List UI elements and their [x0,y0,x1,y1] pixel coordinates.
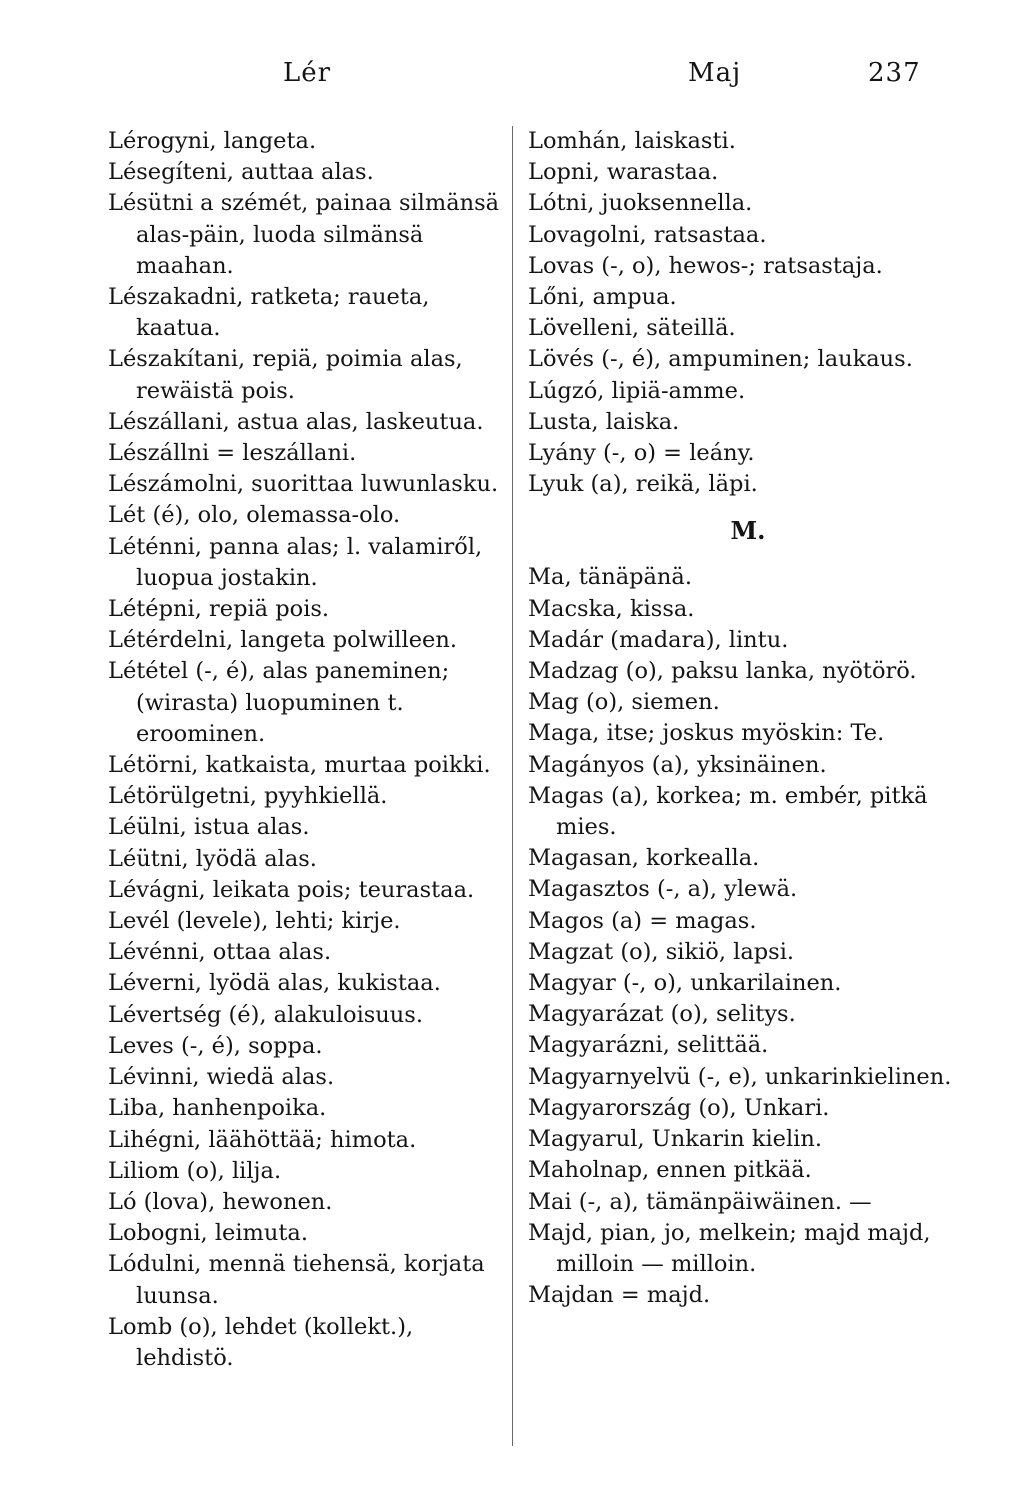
dictionary-entry: Lovas (-, o), hewos-; ratsastaja. [528,252,883,279]
dictionary-entry: Magyar (-, o), unkarilainen. [528,970,842,997]
dictionary-entry: Lészámolni, suorittaa luwunlasku. [108,471,499,498]
dictionary-entry: Levél (levele), lehti; kirje. [108,908,401,935]
dictionary-entry: Lomb (o), lehdet (kollekt.), lehdistö. [108,1313,414,1371]
dictionary-entry: Magasztos (-, a), ylewä. [528,876,798,903]
dictionary-entry: Lomhán, laiskasti. [528,128,736,154]
dictionary-entry: Lérogyni, langeta. [108,128,317,154]
dictionary-entry: Lőni, ampua. [528,284,677,311]
dictionary-entry: Léütni, lyödä alas. [108,845,317,872]
dictionary-entry: Maholnap, ennen pitkää. [528,1157,812,1184]
dictionary-entry: Lévinni, wiedä alas. [108,1064,335,1091]
dictionary-entry: Lopni, warastaa. [528,159,719,186]
dictionary-entry: Lévénni, ottaa alas. [108,939,332,966]
dictionary-entry: Lihégni, läähöttää; himota. [108,1126,417,1153]
dictionary-entry: Maga, itse; joskus myöskin: Te. [528,720,885,747]
dictionary-entry: Magyarnyelvü (-, e), unkarinkielinen. [528,1063,952,1090]
dictionary-entry: Majdan = majd. [528,1282,711,1309]
dictionary-entry: Lusta, laiska. [528,408,680,435]
dictionary-entry: Lét (é), olo, olemassa-olo. [108,502,401,529]
dictionary-entry: Lészállani, astua alas, laskeutua. [108,408,484,435]
dictionary-entry: Mag (o), siemen. [528,689,720,716]
running-head-first-word: Lér [283,58,332,88]
dictionary-entry: Magzat (o), sikiö, lapsi. [528,938,795,965]
dictionary-entry: Macska, kissa. [528,595,695,622]
dictionary-entry: Magyarázat (o), selitys. [528,1001,796,1028]
dictionary-entry: Lészakadni, ratketa; raueta, kaatua. [108,284,430,342]
dictionary-entry: Lészállni = leszállani. [108,440,357,467]
dictionary-entry: Lésütni a szémét, painaa silmänsä alas-päin, luoda silmänsä maahan. [108,190,500,279]
dictionary-entry: Lövés (-, é), ampuminen; laukaus. [528,346,913,373]
section-letter-heading: M. [730,516,766,546]
dictionary-entry: Liliom (o), lilja. [108,1157,282,1184]
dictionary-entry: Lévágni, leikata pois; teurastaa. [108,876,475,903]
dictionary-entry: Madár (madara), lintu. [528,626,789,653]
dictionary-entry: Magyarország (o), Unkari. [528,1094,830,1121]
dictionary-entry: Léténni, panna alas; l. valamiről, luopua jostakin. [108,533,483,591]
dictionary-entry: Ma, tänäpänä. [528,564,692,591]
dictionary-entry: Magos (a) = magas. [528,907,757,934]
dictionary-entry: Lésegíteni, auttaa alas. [108,159,374,186]
dictionary-entry: Létérdelni, langeta polwilleen. [108,627,457,654]
right-column [528,126,968,1311]
column-divider [512,126,513,1446]
dictionary-entry: Magasan, korkealla. [528,845,760,872]
dictionary-entry: Lótni, juoksennella. [528,190,753,217]
dictionary-entry: Magyarul, Unkarin kielin. [528,1126,823,1153]
dictionary-entry: Lyány (-, o) = leány. [528,440,755,467]
running-head-last-word: Maj [688,58,742,88]
right-entries-m [528,562,968,1311]
dictionary-entry: Lévertség (é), alakuloisuus. [108,1001,423,1028]
dictionary-entry: Lúgzó, lipiä-amme. [528,377,746,404]
dictionary-entry: Mai (-, a), tämänpäiwäinen. — [528,1188,872,1215]
dictionary-entry: Lyuk (a), reikä, läpi. [528,471,758,498]
dictionary-entry: Liba, hanhenpoika. [108,1095,327,1122]
dictionary-entry: Lovagolni, ratsastaa. [528,221,767,248]
dictionary-entry: Magyarázni, selittää. [528,1032,769,1059]
dictionary-entry: Magas (a), korkea; m. embér, pitkä mies. [528,782,928,841]
dictionary-entry: Létépni, repiä pois. [108,596,330,623]
dictionary-entry: Majd, pian, jo, melkein; majd majd, milloin — milloin. [528,1219,931,1277]
page-number: 237 [868,58,921,88]
dictionary-entry: Léverni, lyödä alas, kukistaa. [108,970,441,997]
dictionary-entry: Magányos (a), yksinäinen. [528,751,827,778]
dictionary-entry: Lódulni, mennä tiehensä, korjata luunsa. [108,1251,485,1309]
dictionary-entry: Lététel (-, é), alas paneminen; (wirasta) luopuminen t. eroominen. [108,658,450,747]
dictionary-entry: Létörülgetni, pyyhkiellä. [108,783,388,810]
dictionary-entry: Ló (lova), hewonen. [108,1188,333,1215]
dictionary-entry: Leves (-, é), soppa. [108,1032,323,1059]
left-column [108,126,508,1374]
dictionary-entry: Lészakítani, repiä, poimia alas, rewäistä pois. [108,346,463,404]
dictionary-entry: Madzag (o), paksu lanka, nyötörö. [528,658,917,685]
dictionary-entry: Létörni, katkaista, murtaa poikki. [108,752,491,779]
dictionary-entry: Lövelleni, säteillä. [528,315,736,342]
right-entries-l [528,126,968,500]
dictionary-entry: Léülni, istua alas. [108,814,310,841]
dictionary-entry: Lobogni, leimuta. [108,1220,308,1247]
